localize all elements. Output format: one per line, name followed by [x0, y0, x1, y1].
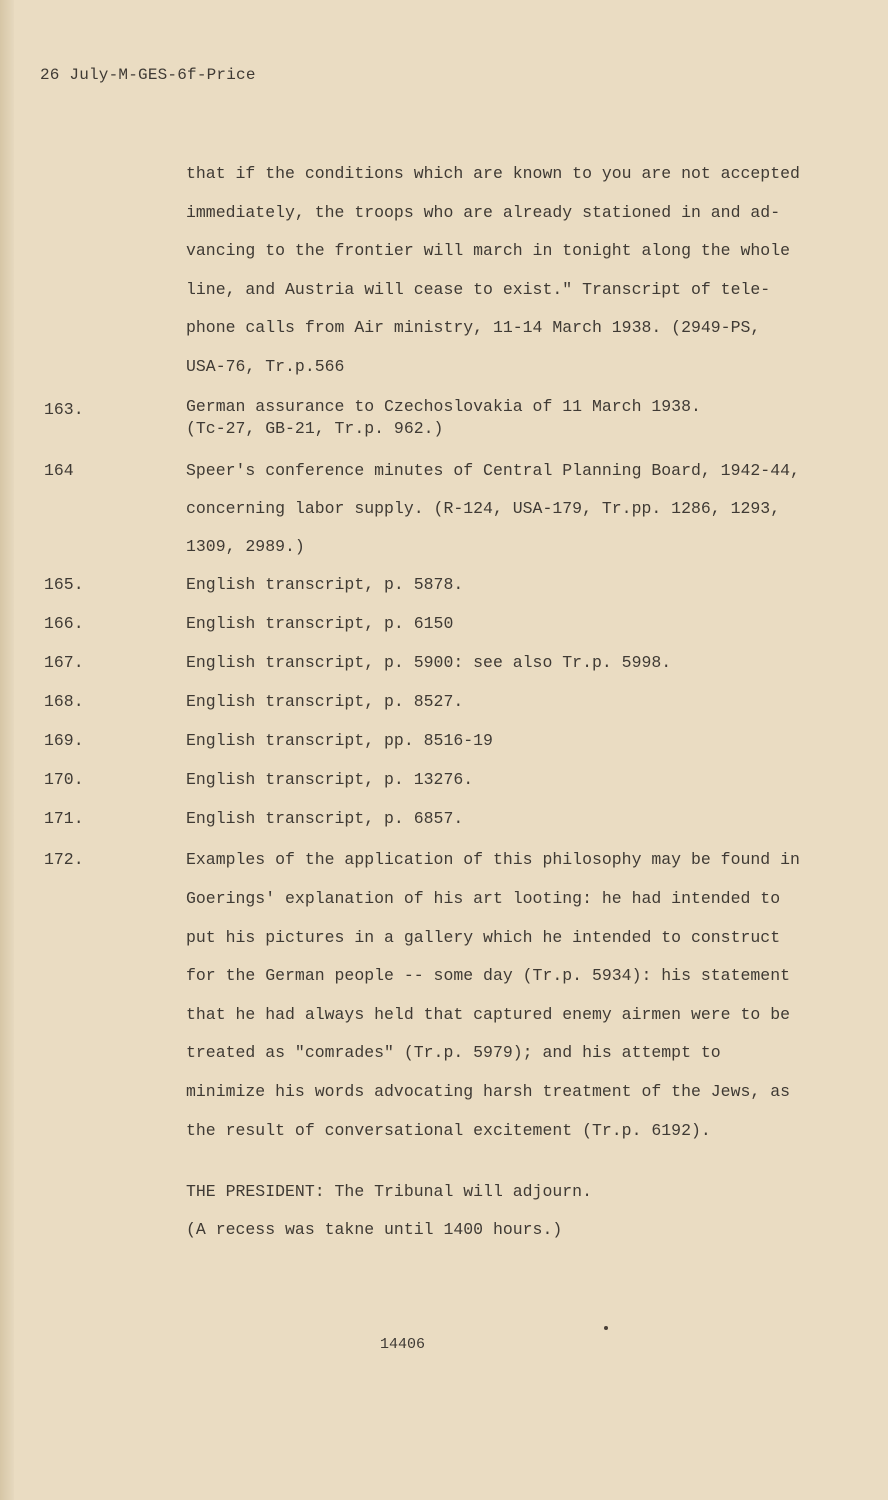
footnote-line: 1309, 2989.) [186, 537, 305, 556]
intro-line: USA-76, Tr.p.566 [186, 356, 345, 376]
footnote-number: 165. [44, 575, 84, 594]
footnote-text [186, 457, 836, 561]
footnote-line: English transcript, p. 8527. [186, 692, 464, 711]
recess-note: (A recess was takne until 1400 hours.) [186, 1220, 563, 1239]
footnote-line: for the German people -- some day (Tr.p. 5934): his statement [186, 966, 790, 985]
intro-line: phone calls from Air ministry, 11-14 March 1938. (2949-PS, [186, 318, 761, 338]
footnote-text [186, 805, 836, 833]
footnote-line: treated as "comrades" (Tr.p. 5979); and his attempt to [186, 1043, 721, 1062]
footnote-line: English transcript, p. 5878. [186, 575, 464, 594]
footnote-number: 172. [44, 850, 84, 869]
intro-line: vancing to the frontier will march in tonight along the whole [186, 241, 790, 261]
footnote-text [186, 571, 836, 599]
intro-line: line, and Austria will cease to exist." Transcript of tele- [186, 279, 771, 299]
footnote-line: Examples of the application of this philosophy may be found in [186, 850, 800, 869]
footnote-number: 167. [44, 653, 84, 672]
footnote-line: English transcript, p. 5900: see also Tr.p. 5998. [186, 653, 672, 672]
intro-paragraph [186, 160, 826, 392]
footnote-number: 168. [44, 692, 84, 711]
footnote-text [186, 727, 836, 755]
footnote-line: English transcript, p. 13276. [186, 770, 474, 789]
footnote-text [186, 688, 836, 716]
president-statement: THE PRESIDENT: The Tribunal will adjourn. [186, 1182, 592, 1201]
footnote-number: 170. [44, 770, 84, 789]
footnote-line: the result of conversational excitement (Tr.p. 6192). [186, 1121, 711, 1140]
closing-statements [186, 1178, 826, 1254]
footnote-line: Goerings' explanation of his art looting: he had intended to [186, 889, 781, 908]
footnote-line: minimize his words advocating harsh treatment of the Jews, as [186, 1082, 790, 1101]
footnote-line: put his pictures in a gallery which he intended to construct [186, 928, 781, 947]
footnote-text [186, 846, 836, 1145]
footnote-text [186, 649, 836, 677]
header-reference: 26 July-M-GES-6f-Price [40, 66, 256, 84]
footnote-line: Speer's conference minutes of Central Planning Board, 1942-44, [186, 461, 800, 480]
footnote-line: (Tc-27, GB-21, Tr.p. 962.) [186, 419, 444, 438]
footnote-line: English transcript, p. 6857. [186, 809, 464, 828]
footnote-number: 164 [44, 461, 74, 480]
footnote-number: 163. [44, 400, 84, 419]
footnote-line: that he had always held that captured enemy airmen were to be [186, 1005, 790, 1024]
intro-line: that if the conditions which are known to you are not accepted [186, 164, 800, 183]
footnote-line: concerning labor supply. (R-124, USA-179, Tr.pp. 1286, 1293, [186, 499, 781, 518]
footnote-number: 166. [44, 614, 84, 633]
paper-speck [604, 1326, 608, 1330]
footnote-text [186, 766, 836, 794]
footnote-text [186, 610, 836, 638]
footnote-number: 171. [44, 809, 84, 828]
footnote-text [186, 396, 836, 440]
footnote-line: English transcript, pp. 8516-19 [186, 731, 493, 750]
page-number: 14406 [380, 1336, 426, 1353]
intro-line: immediately, the troops who are already stationed in and ad- [186, 202, 781, 222]
footnote-line: German assurance to Czechoslovakia of 11 March 1938. [186, 397, 701, 416]
footnote-number: 169. [44, 731, 84, 750]
page-edge-shadow [0, 0, 14, 1500]
footnote-line: English transcript, p. 6150 [186, 614, 454, 633]
